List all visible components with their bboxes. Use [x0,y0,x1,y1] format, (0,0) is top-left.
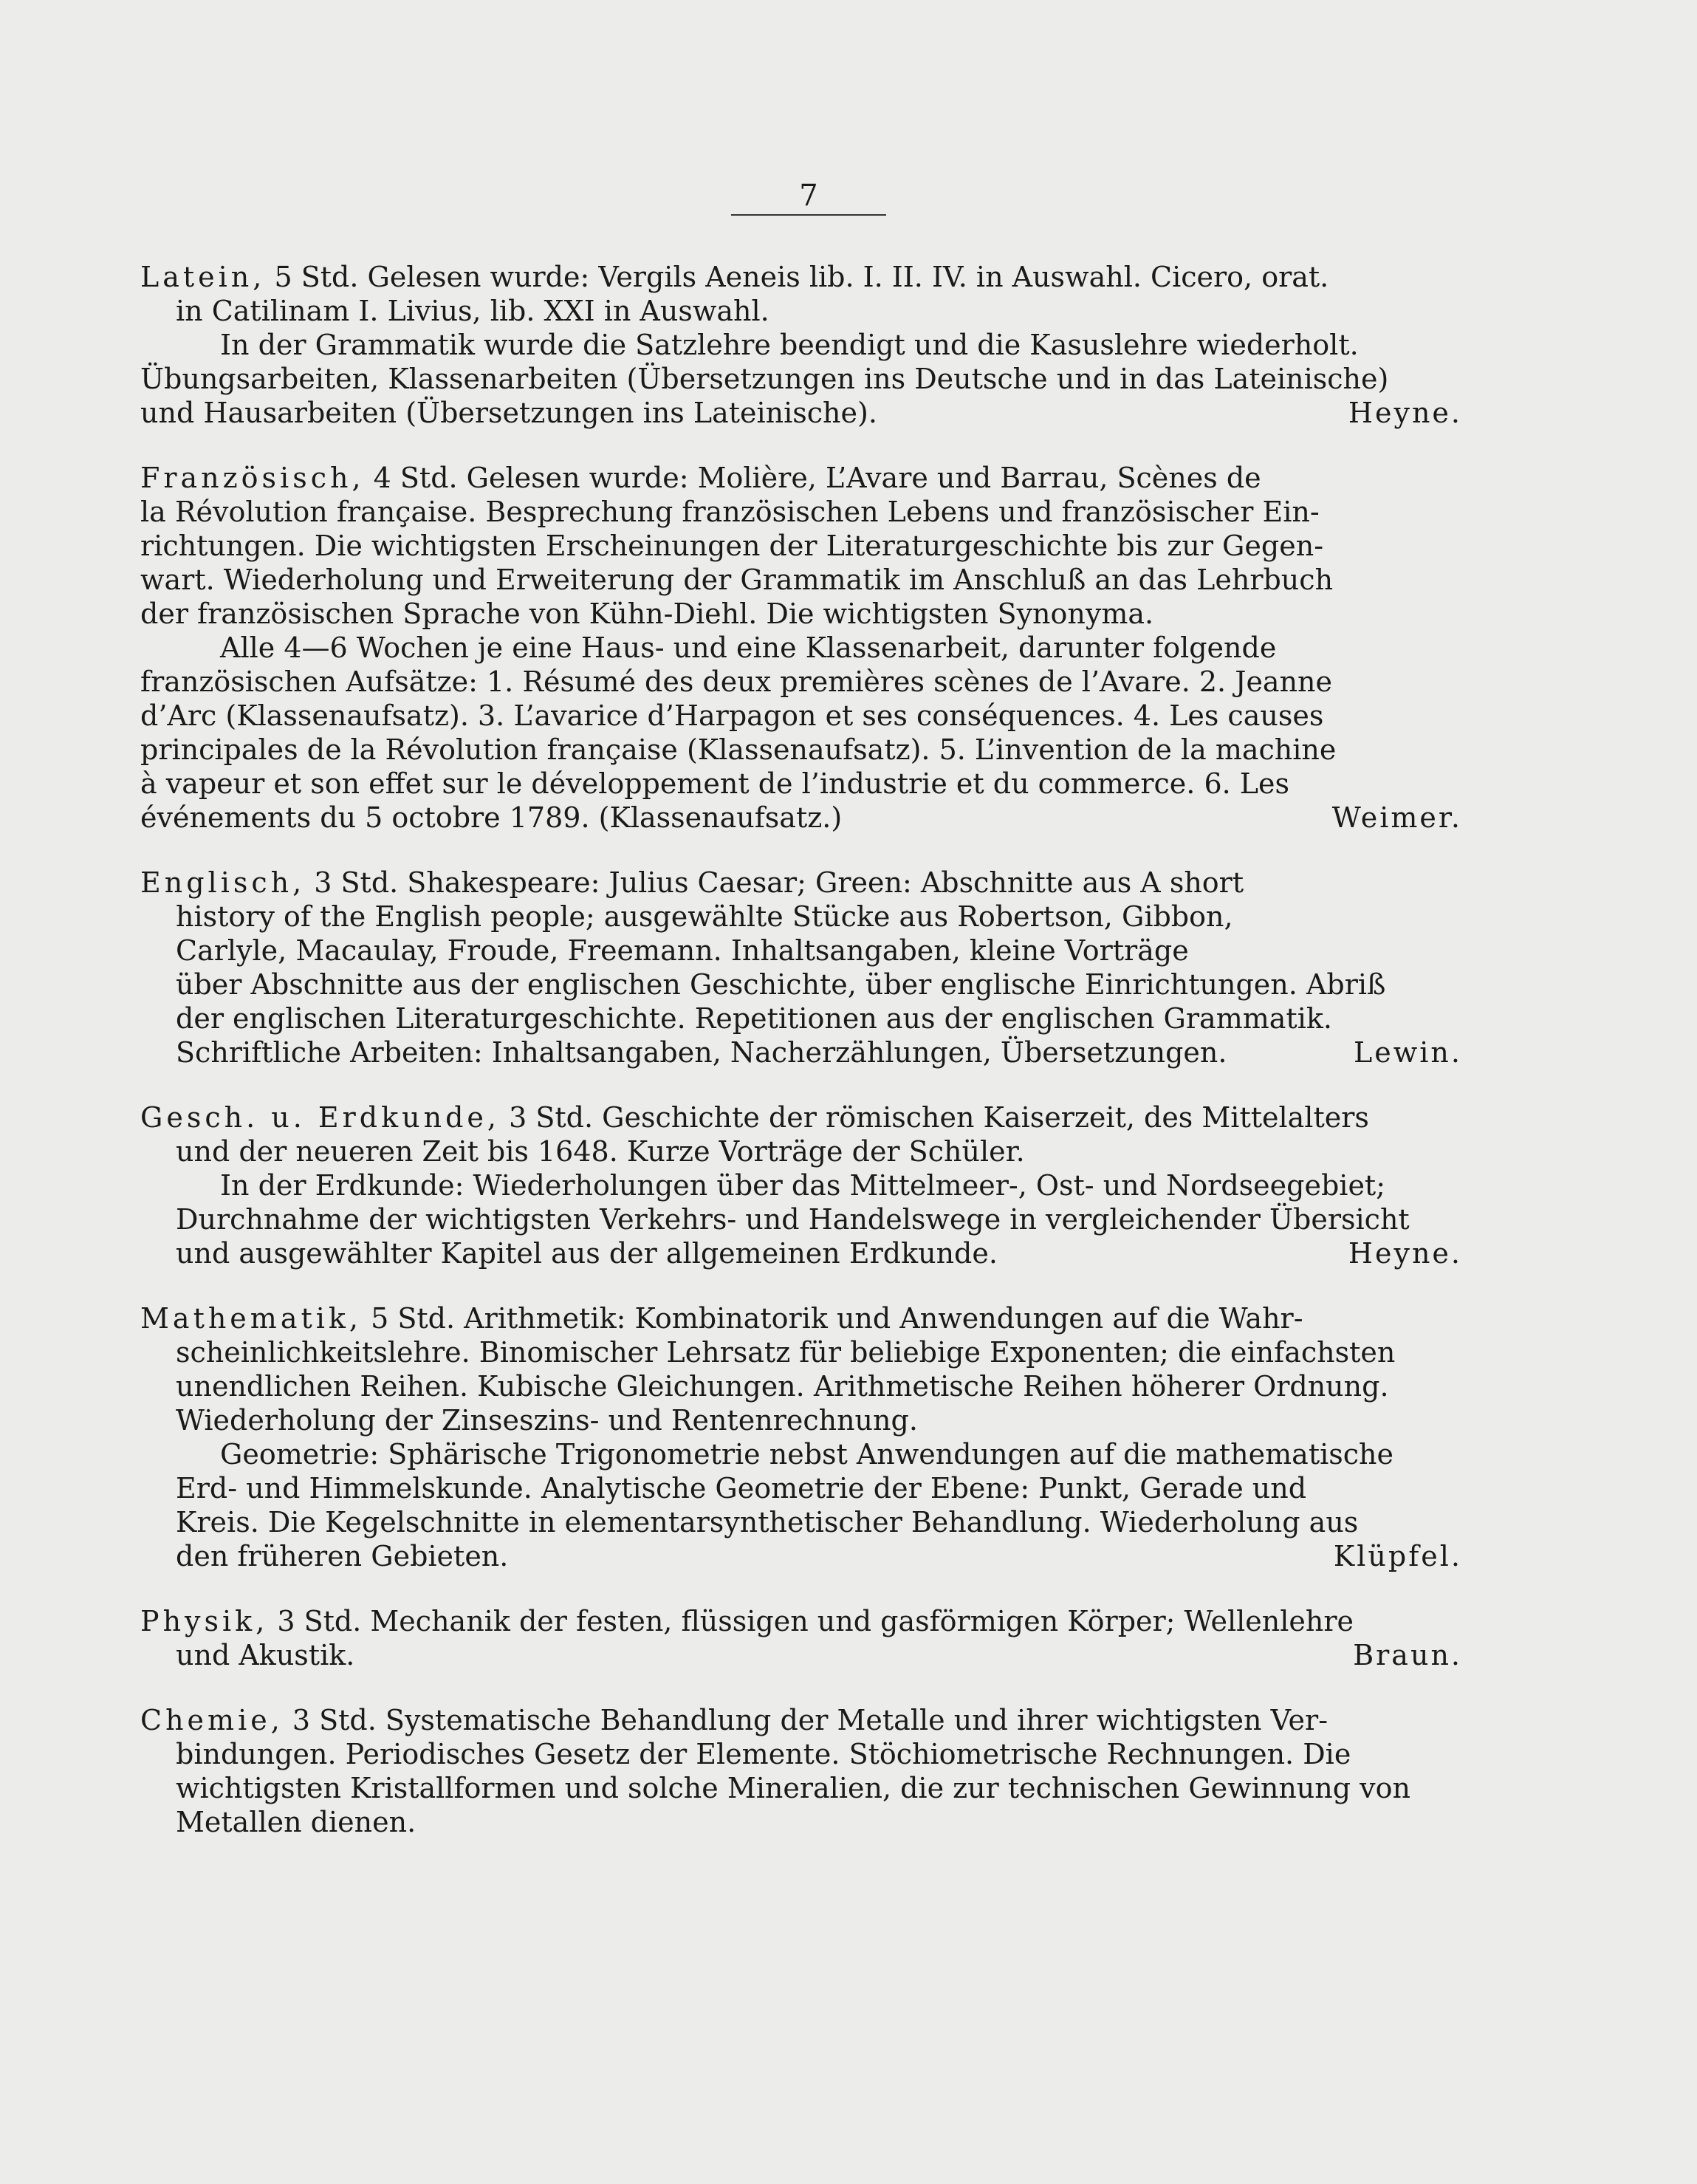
line-text [220,1168,1385,1202]
line-body: den früheren Gebieten. [176,1540,509,1572]
text-line [140,1335,1492,1369]
line-body: à vapeur et son effet sur le développement de l’industrie et du commerce. 6. Les [140,767,1289,800]
line-body: in Catilinam I. Livius, lib. XXI in Auswahl. [176,295,769,327]
line-text [176,1035,1227,1069]
text-line [140,260,1492,294]
line-text [176,1638,354,1672]
line-text [220,1437,1393,1471]
line-text [220,631,1276,665]
line-text [140,767,1289,801]
teacher-signature: Weimer. [1331,801,1462,834]
line-text [176,1805,416,1839]
line-body: bindungen. Periodisches Gesetz der Elemente. Stöchiometrische Rechnungen. Die [176,1738,1351,1770]
text-line [140,1202,1492,1236]
line-body: 3 Std. Geschichte der römischen Kaiserzeit, des Mittelalters [500,1101,1369,1134]
text-line [140,495,1492,529]
text-line [140,801,1492,835]
line-text [176,1771,1410,1805]
line-body: 5 Std. Arithmetik: Kombinatorik und Anwendungen auf die Wahr- [362,1302,1303,1335]
line-text [140,597,1153,631]
text-line [140,1771,1492,1805]
text-line [140,1703,1492,1737]
text-line [140,1134,1492,1168]
subject-section [140,1100,1492,1270]
line-text [176,1202,1410,1236]
line-body: wart. Wiederholung und Erweiterung der Grammatik im Anschluß an das Lehrbuch [140,564,1334,596]
teacher-signature: Lewin. [1354,1036,1462,1069]
subject-heading: Physik, [140,1605,269,1637]
teacher-signature: Klüpfel. [1333,1540,1462,1572]
line-body: événements du 5 octobre 1789. (Klassenaufsatz.) [140,801,843,834]
line-body: Metallen dienen. [176,1806,416,1838]
line-body: Schriftliche Arbeiten: Inhaltsangaben, Nacherzählungen, Übersetzungen. [176,1036,1227,1069]
line-text [140,396,877,430]
line-body: Alle 4—6 Wochen je eine Haus- und eine Klassenarbeit, darunter folgende [220,631,1277,664]
line-text [220,328,1359,362]
text-line [140,461,1492,495]
subject-section [140,1703,1492,1839]
line-text [140,866,1244,900]
text-line [140,563,1492,597]
line-text [140,1604,1354,1638]
text-line [140,866,1492,900]
line-text [140,665,1332,699]
line-body: Carlyle, Macaulay, Froude, Freemann. Inhaltsangaben, kleine Vorträge [176,934,1189,967]
line-body: la Révolution française. Besprechung französischen Lebens und französischer Ein- [140,496,1320,528]
line-body: der französischen Sprache von Kühn-Diehl. Die wichtigsten Synonyma. [140,598,1154,630]
text-line [140,1471,1492,1505]
line-text [140,362,1388,396]
line-text [176,1471,1306,1505]
line-text [140,1100,1369,1134]
teacher-signature: Heyne. [1348,1237,1462,1270]
line-body: 5 Std. Gelesen wurde: Vergils Aeneis lib. I. II. IV. in Auswahl. Cicero, orat. [265,261,1329,293]
line-body: und Akustik. [176,1639,355,1671]
subject-heading: Mathematik, [140,1302,363,1335]
subject-heading: Chemie, [140,1704,284,1736]
text-line [140,1539,1492,1573]
line-body: Geometrie: Sphärische Trigonometrie nebst Anwendungen auf die mathematische [220,1438,1394,1471]
subject-heading: Gesch. u. Erdkunde, [140,1101,500,1134]
line-text [176,1335,1395,1369]
line-text [176,1403,918,1437]
text-line [140,396,1492,430]
line-body: richtungen. Die wichtigsten Erscheinungen der Literaturgeschichte bis zur Gegen- [140,530,1324,562]
line-body: 3 Std. Mechanik der festen, flüssigen und gasförmigen Körper; Wellenlehre [268,1605,1354,1637]
line-body: der englischen Literaturgeschichte. Repetitionen aus der englischen Grammatik. [176,1002,1332,1035]
text-line [140,1638,1492,1672]
line-text [140,801,842,835]
line-text [176,1002,1332,1035]
line-text [140,1301,1303,1335]
line-text [140,563,1333,597]
text-line [140,1369,1492,1403]
text-line [140,1604,1492,1638]
subject-heading: Französisch, [140,462,365,494]
line-body: 3 Std. Systematische Behandlung der Metalle und ihrer wichtigsten Ver- [283,1704,1329,1736]
text-line [140,1301,1492,1335]
line-body: Kreis. Die Kegelschnitte in elementarsynthetischer Behandlung. Wiederholung aus [176,1506,1359,1538]
line-text [176,294,769,328]
line-text [176,1236,998,1270]
teacher-signature: Braun. [1353,1639,1462,1671]
text-line [140,1236,1492,1270]
subject-section [140,461,1492,835]
line-text [140,699,1323,733]
subject-heading: Latein, [140,261,266,293]
text-line [140,900,1492,934]
line-text [140,733,1336,767]
text-line [140,1805,1492,1839]
text-line [140,1437,1492,1471]
line-text [140,529,1323,563]
line-body: Durchnahme der wichtigsten Verkehrs- und Handelswege in vergleichender Übersicht [176,1203,1410,1236]
line-body: Übungsarbeiten, Klassenarbeiten (Übersetzungen ins Deutsche und in das Lateinische) [140,363,1389,395]
text-line [140,767,1492,801]
text-line [140,362,1492,396]
text-line [140,968,1492,1002]
text-line [140,529,1492,563]
text-line [140,1002,1492,1035]
line-text [176,934,1189,968]
line-body: französischen Aufsätze: 1. Résumé des deux premières scènes de l’Avare. 2. Jeanne [140,665,1333,698]
text-line [140,665,1492,699]
text-line [140,294,1492,328]
line-text [140,1703,1328,1737]
subject-section [140,866,1492,1069]
report-body [140,260,1492,1870]
subject-section [140,1301,1492,1573]
line-body: und der neueren Zeit bis 1648. Kurze Vorträge der Schüler. [176,1135,1025,1168]
line-body: scheinlichkeitslehre. Binomischer Lehrsatz für beliebige Exponenten; die einfachsten [176,1336,1396,1369]
line-text [176,1134,1025,1168]
line-text [176,1369,1389,1403]
line-body: wichtigsten Kristallformen und solche Mineralien, die zur technischen Gewinnung von [176,1772,1410,1804]
line-text [176,968,1385,1002]
page-number: 7 [731,177,886,216]
line-body: und ausgewählter Kapitel aus der allgemeinen Erdkunde. [176,1237,998,1270]
line-body: history of the English people; ausgewählte Stücke aus Robertson, Gibbon, [176,900,1233,933]
line-body: und Hausarbeiten (Übersetzungen ins Lateinische). [140,397,877,429]
text-line [140,328,1492,362]
text-line [140,699,1492,733]
line-text [176,1737,1351,1771]
text-line [140,1403,1492,1437]
subject-heading: Englisch, [140,866,306,899]
text-line [140,1035,1492,1069]
text-line [140,1168,1492,1202]
subject-section [140,260,1492,430]
line-body: 4 Std. Gelesen wurde: Molière, L’Avare und Barrau, Scènes de [364,462,1261,494]
text-line [140,597,1492,631]
text-line [140,1505,1492,1539]
text-line [140,631,1492,665]
line-body: d’Arc (Klassenaufsatz). 3. L’avarice d’Harpagon et ses conséquences. 4. Les causes [140,699,1324,732]
line-body: principales de la Révolution française (Klassenaufsatz). 5. L’invention de la machine [140,733,1337,766]
line-body: unendlichen Reihen. Kubische Gleichungen. Arithmetische Reihen höherer Ordnung. [176,1370,1389,1403]
line-text [176,900,1233,934]
text-line [140,1100,1492,1134]
line-text [176,1505,1358,1539]
line-text [140,461,1261,495]
subject-section [140,1604,1492,1672]
line-body: 3 Std. Shakespeare: Julius Caesar; Green: Abschnitte aus A short [305,866,1244,899]
line-body: Wiederholung der Zinseszins- und Rentenrechnung. [176,1404,918,1437]
text-line [140,934,1492,968]
line-text [140,260,1329,294]
line-text [140,495,1320,529]
line-body: In der Grammatik wurde die Satzlehre beendigt und die Kasuslehre wiederholt. [220,329,1359,361]
text-line [140,1737,1492,1771]
line-body: In der Erdkunde: Wiederholungen über das Mittelmeer-, Ost- und Nordseegebiet; [220,1169,1386,1202]
line-body: über Abschnitte aus der englischen Geschichte, über englische Einrichtungen. Abriß [176,968,1386,1001]
line-body: Erd- und Himmelskunde. Analytische Geometrie der Ebene: Punkt, Gerade und [176,1472,1307,1505]
teacher-signature: Heyne. [1348,397,1462,429]
line-text [176,1539,508,1573]
text-line [140,733,1492,767]
